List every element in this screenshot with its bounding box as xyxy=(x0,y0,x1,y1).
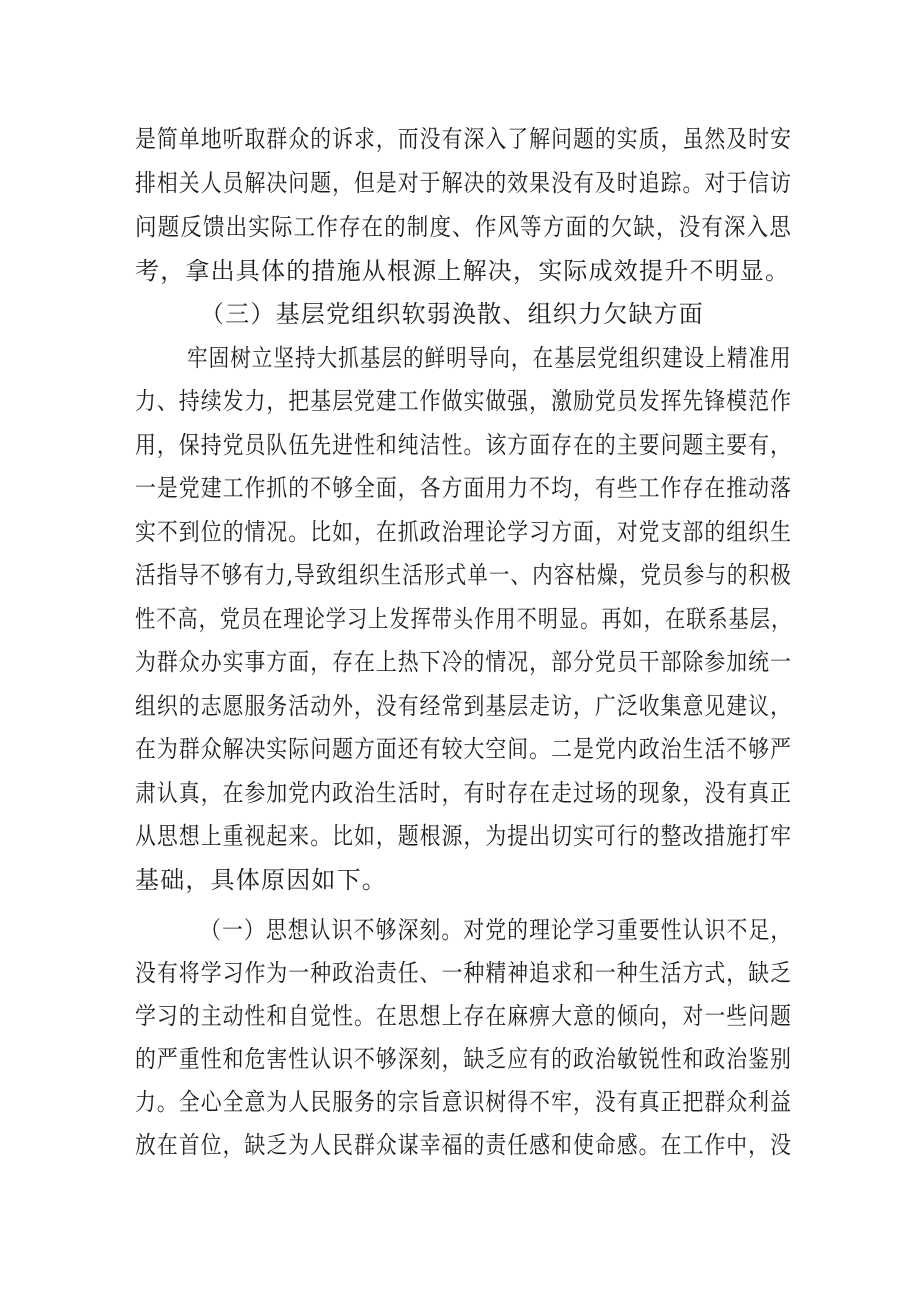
text-line: 一是党建工作抓的不够全面，各方面用力不均，有些工作存在推动落 xyxy=(135,474,792,502)
text-line: 考，拿出具体的措施从根源上解决，实际成效提升不明显。 xyxy=(135,257,791,285)
text-line: 活指导不够有力,导致组织生活形式单一、内容枯燥，党员参与的积极 xyxy=(135,561,792,589)
section-heading: （一）思想认识不够深刻。对党的理论学习重要性认识不足， xyxy=(200,916,793,944)
text-line: 实不到位的情况。比如，在抓政治理论学习方面，对党支部的组织生 xyxy=(135,518,792,546)
text-line: 肃认真，在参加党内政治生活时，有时存在走过场的现象，没有真正 xyxy=(135,779,792,807)
text-line: 性不高，党员在理论学习上发挥带头作用不明显。再如，在联系基层， xyxy=(135,605,793,633)
text-line: 放在首位，缺乏为人民群众谋幸福的责任感和使命感。在工作中，没 xyxy=(135,1131,792,1159)
text-line: 力、持续发力，把基层党建工作做实做强，激励党员发挥先锋模范作 xyxy=(135,387,792,415)
text-line: 组织的志愿服务活动外，没有经常到基层走访，广泛收集意见建议， xyxy=(135,692,792,720)
text-line: 学习的主动性和自觉性。在思想上存在麻痹大意的倾向，对一些问题 xyxy=(135,1002,792,1030)
text-line: 力。全心全意为人民服务的宗旨意识树得不牢，没有真正把群众利益 xyxy=(135,1088,792,1116)
text-line: 问题反馈出实际工作存在的制度、作风等方面的欠缺，没有深入思 xyxy=(135,213,792,241)
text-line: 在为群众解决实际问题方面还有较大空间。二是党内政治生活不够严 xyxy=(135,735,792,763)
text-line: 为群众办实事方面，存在上热下冷的情况，部分党员干部除参加统一 xyxy=(135,648,792,676)
paragraph-start-line: 牢固树立坚持大抓基层的鲜明导向，在基层党组织建设上精准用 xyxy=(187,344,792,372)
text-line: 排相关人员解决问题，但是对于解决的效果没有及时追踪。对于信访 xyxy=(135,169,792,197)
text-line: 的严重性和危害性认识不够深刻，缺乏应有的政治敏锐性和政治鉴别 xyxy=(135,1045,792,1073)
text-line: 用，保持党员队伍先进性和纯洁性。该方面存在的主要问题主要有， xyxy=(135,431,792,459)
text-line: 没有将学习作为一种政治责任、一种精神追求和一种生活方式，缺乏 xyxy=(135,959,792,987)
text-line: 基础，具体原因如下。 xyxy=(135,866,387,894)
section-heading: （三）基层党组织软弱涣散、组织力欠缺方面 xyxy=(200,300,704,328)
text-line: 从思想上重视起来。比如，题根源，为提出切实可行的整改措施打牢 xyxy=(135,822,792,850)
text-line: 是简单地听取群众的诉求，而没有深入了解问题的实质，虽然及时安 xyxy=(135,125,792,153)
